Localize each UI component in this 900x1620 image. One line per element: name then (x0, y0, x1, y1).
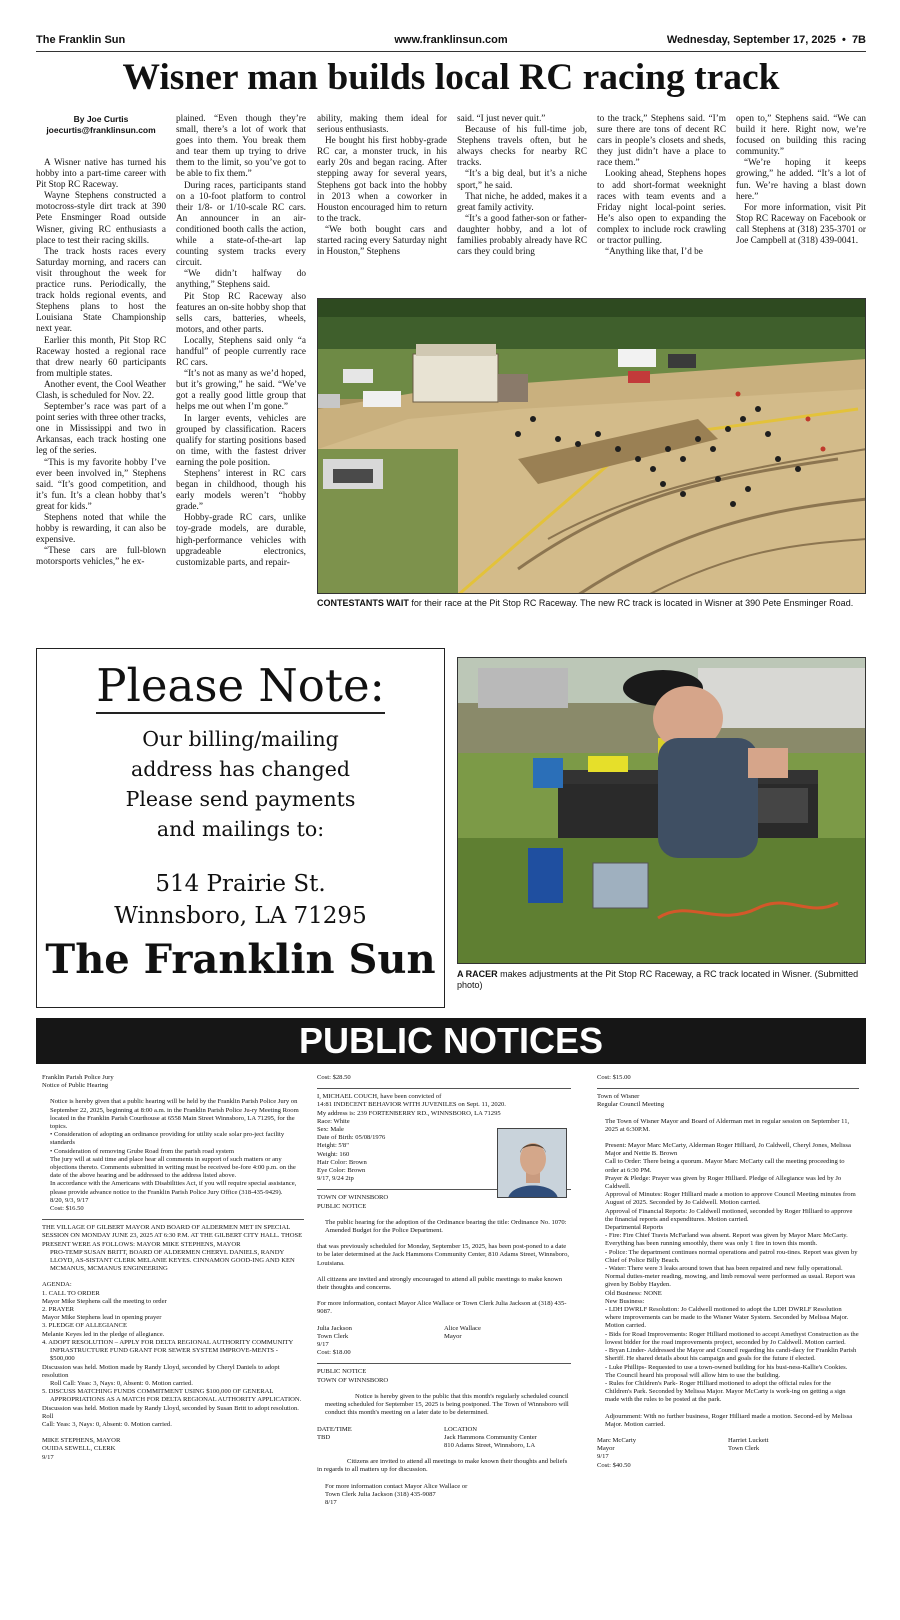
issue-date: Wednesday, September 17, 2025 (666, 34, 836, 46)
headline: Wisner man builds local RC racing track (122, 57, 780, 98)
article-paragraph: “We’re hoping it keeps growing,” he added. “It’s a lot of fun. We’re having a blast down here.” (736, 158, 866, 202)
article-paragraph: A Wisner native has turned his hobby into a part-time career with Pit Stop RC Raceway. (36, 158, 166, 191)
wisner-heading-1: Town of Wisner (597, 1093, 640, 1101)
pj-bullet-1: • Consideration of adopting an ordinance providing for utility scale solar pro-ject facility standards (50, 1131, 285, 1147)
location-value-1: Jack Hammons Community Center (444, 1433, 537, 1441)
caption1-text: for their race at the Pit Stop RC Raceway. The new RC track is located in Wisner at 390 Pete Ensminger Road. (408, 598, 854, 608)
article-paragraph: Another event, the Cool Weather Clash, is scheduled for Nov. 22. (36, 379, 166, 401)
couch-sex: Sex: Male (317, 1126, 344, 1134)
sig-mayor-name: Alice Wallace (444, 1324, 481, 1332)
postpone-para-3: For more information contact Mayor Alice Wallace or (325, 1482, 468, 1490)
pj-cost: Cost: $16.50 (50, 1205, 84, 1213)
gilbert-signature-1: MIKE STEPHENS, MAYOR (42, 1437, 121, 1445)
article-paragraph: During races, participants stand on a 10-foot platform to control their 1/8- or 1/10-scale RC cars. An announcer in an air-conditioned booth calls the action, while a state-of-the-art lap counting system tracks every circuit. (176, 180, 306, 269)
couch-weight: Weight: 160 (317, 1150, 350, 1158)
wisner-park-rules: - Rules for Children's Park- Roger Hilliard motioned to adopt the official rules for the Children's Park. Seconded by Melissa Major. Mayor McCarty is work-ing on getting a sign made with the rules to be posted at the park. (605, 1379, 846, 1404)
pj-paragraph-3: In accordance with the Americans with Disabilities Act, if you will require special assistance, please provide advance notice to the Franklin Parish Police Jury Office (318-435-9429). (50, 1180, 297, 1196)
header-rule (36, 51, 866, 52)
article-paragraph: Stephens’ interest in RC cars began in childhood, though his early models weren’t “hobby grade.” (176, 469, 306, 513)
gilbert-signature-2: OUIDA SEWELL, CLERK (42, 1445, 116, 1453)
article-column-6 (736, 114, 866, 247)
agenda-5: 5. DISCUSS MATCHING FUNDS COMMITMENT USING $100,000 OF GENERAL (42, 1388, 274, 1396)
agenda-5-detail-2: Discussion was held. Motion made by Randy Lloyd, seconded by Susan Britt to adopt resolution. Roll (42, 1404, 299, 1420)
agenda-3: 3. PLEDGE OF ALLEGIANCE (42, 1322, 127, 1330)
wisner-phillips: - Luke Phillips- Requested to use a town-owned building for his busi-ness-Kallie's Cookies. The Council heard his proposal will allow him to use the building. (605, 1363, 848, 1379)
wisner-sig-names (597, 1437, 859, 1445)
article-paragraph: “These cars are full-blown motorsports vehicles,” he ex- (36, 546, 166, 568)
photo1-caption (317, 598, 866, 609)
wisner-mayor-title: Mayor (597, 1445, 615, 1453)
article-column-4 (457, 114, 587, 258)
notices-column-1 (42, 1074, 304, 1462)
mugshot-illustration (498, 1129, 567, 1198)
wisner-clerk-name: Harriet Luckett (728, 1436, 769, 1444)
article-paragraph: “We didn’t halfway do anything,” Stephens said. (176, 269, 306, 291)
date-time-label: DATE/TIME (317, 1425, 352, 1433)
ad-title (37, 659, 444, 712)
winnsboro-date: 9/17 (317, 1341, 329, 1349)
article-paragraph: “It’s a big deal, but it’s a niche sport,” he said. (457, 169, 587, 191)
byline-email[interactable]: joecurtis@franklinsun.com (46, 125, 156, 135)
pj-heading-1: Franklin Parish Police Jury (42, 1074, 114, 1081)
location-value-2: 810 Adams Street, Winnsboro, LA (444, 1441, 536, 1449)
separator-dot: • (841, 34, 846, 46)
postpone-table-row-2 (317, 1442, 571, 1450)
wisner-heading-2: Regular Council Meeting (597, 1101, 665, 1109)
ad-address-street: 514 Prairie St. (155, 871, 326, 897)
wisner-present: Present: Mayor Marc McCarty, Alderman Roger Hilliard, Jo Caldwell, Cheryl Jones, Melissa Major and Nettie B. Brown (605, 1142, 851, 1158)
agenda-4-detail-1: INFRASTRUCTURE FUND GRANT FOR SEWER SYSTEM IMPROVE-MENTS - $500,000 (50, 1347, 278, 1363)
winnsboro-heading-1: TOWN OF WINNSBORO (317, 1194, 389, 1202)
agenda-1: 1. CALL TO ORDER (42, 1289, 100, 1297)
article-column-1 (36, 114, 166, 568)
racer-illustration (458, 658, 866, 964)
wisner-police: - Police: The department continues normal operations and patrol rou-tines. Report was given by Chief of Police Billy Beach. (605, 1248, 858, 1264)
col2-cost-top: Cost: $28.50 (317, 1074, 351, 1081)
wisner-cost: Cost: $40.50 (597, 1461, 631, 1469)
sig-clerk-name: Julia Jackson (317, 1324, 352, 1332)
ad-address-city: Winnsboro, LA 71295 (114, 903, 367, 929)
wisner-para-1: The Town of Wisner Mayor and Board of Alderman met in regular session on September 11, 2025 at 6:30P.M. (605, 1117, 850, 1133)
article-paragraph: “This is my favorite hobby I’ve ever been involved in,” Stephens said. “It’s good competition, and it’s fun. It’s a clean hobby that’s great for kids.” (36, 457, 166, 512)
pj-bullet-2: • Consideration of removing Grube Road from the parish road system (50, 1147, 234, 1155)
gilbert-date: 9/17 (42, 1453, 54, 1461)
winnsboro-para-2: that was previously scheduled for Monday, September 15, 2025, has been post-poned to a date to be later determined at the Jack Hammons Community Center, 810 Adams Street, Winnsboro, Louisiana. (317, 1243, 570, 1267)
article-column-2 (176, 114, 306, 569)
winnsboro-sig-names (317, 1325, 571, 1333)
website-url[interactable]: www.franklinsun.com (394, 34, 508, 46)
sig-mayor-title: Mayor (444, 1332, 462, 1340)
agenda-4-detail-2: Discussion was held. Motion made by Randy Lloyd, seconded by Cheryl Daniels to adopt resolution (42, 1363, 280, 1379)
caption1-lead: CONTESTANTS WAIT (317, 598, 409, 608)
tbd-value: TBD (317, 1433, 331, 1441)
wisner-mayor-name: Marc McCarty (597, 1436, 636, 1444)
gilbert-paragraph-2: PRO-TEMP SUSAN BRITT, BOARD OF ALDERMEN CHERYL DANIELS, RANDY LLOYD, AS-SISTANT CLERK MELANIE KEYES. CINNAMON GOOD-ING AND KEN MCMANUS, MCMANUS ENGINEERING (50, 1248, 295, 1273)
page-number: 7B (851, 34, 866, 46)
article-paragraph: Pit Stop RC Raceway also features an on-site hobby shop that sells cars, batteries, wheels, motors, and other parts. (176, 291, 306, 335)
notices-column-3 (597, 1074, 859, 1470)
couch-line-3: My address is: 239 FORTENBERRY RD., WINNSBORO, LA 71295 (317, 1109, 501, 1117)
agenda-2: 2. PRAYER (42, 1306, 75, 1314)
article-paragraph: The track hosts races every Saturday morning, and racers can visit throughout the week for practice runs. Periodically, the track holds regional events, and Stephens plans to host the Louisiana State Championship next year. (36, 246, 166, 335)
wisner-linder: - Bryan Linder- Addressed the Mayor and Council regarding his candi-dacy for Franklin Parish Sheriff. He shared details about his campaign and goals for the future if elected. (605, 1347, 857, 1363)
article-column-5 (597, 114, 726, 258)
wisner-adjournment: Adjournment: With no further business, Roger Hilliard made a motion. Second-ed by Melissa Major. Motion carried. (605, 1412, 853, 1428)
byline (36, 114, 166, 136)
article-paragraph: ability, making them ideal for serious enthusiasts. (317, 114, 447, 136)
rc-track-aerial-photo (317, 298, 866, 594)
article-column-3 (317, 114, 447, 258)
winnsboro-para-1: The public hearing for the adoption of the Ordinance bearing the title: Ordinance No. 1070: Amended Budget for the Police Department. (325, 1218, 567, 1235)
winnsboro-cost: Cost: $18.00 (317, 1349, 351, 1357)
article-paragraph: Locally, Stephens said only “a handful” of people currently race RC cars. (176, 335, 306, 369)
article-paragraph: Wayne Stephens constructed a motocross-style dirt track at 390 Pete Ensminger Road outside Wisner, giving RC enthusiasts a place to test their racing skills. (36, 191, 166, 246)
date-page (667, 34, 866, 46)
agenda-5-detail-3: Call: Yeas: 3, Nays: 0, Absent: 0. Motion carried. (42, 1420, 172, 1428)
couch-height: Height: 5'8" (317, 1142, 349, 1150)
postpone-para-4: Town Clerk Julia Jackson (318) 435-9087 (325, 1490, 436, 1498)
agenda-4: 4. ADOPT RESOLUTION – APPLY FOR DELTA REGIONAL AUTHORITY COMMUNITY (42, 1338, 294, 1346)
article-paragraph: That niche, he added, makes it a great family activity. (457, 191, 587, 213)
couch-line-1: I, MICHAEL COUCH, have been convicted of (317, 1093, 442, 1101)
article-paragraph: Earlier this month, Pit Stop RC Raceway hosted a regional race that drew nearly 60 participants from multiple states. (36, 335, 166, 379)
article-paragraph: plained. “Even though they’re small, there’s a lot of work that goes into them. You break them and tear them up trying to drive them to the limit, so you’ve got to be able to fix them.” (176, 114, 306, 180)
couch-dob: Date of Birth: 05/08/1976 (317, 1134, 386, 1142)
wisner-financial: Approval of Financial Reports: Jo Caldwell motioned, seconded by Roger Hilliard to approve the financial reports and expenditures. Motion carried. (605, 1207, 853, 1223)
postpone-table-row (317, 1434, 571, 1442)
gilbert-paragraph-1: THE VILLAGE OF GILBERT MAYOR AND BOARD OF ALDERMEN MET IN SPECIAL SESSION ON MONDAY JUNE 23, 2025 AT 6:30 P.M. AT THE GILBERT CITY HALL. THOSE PRESENT WERE AS FOLLOWS: MAYOR MIKE STEPHENS, MAYOR (42, 1224, 303, 1248)
wisner-dept-reports: Departmental Reports (605, 1224, 664, 1232)
couch-dates: 9/17, 9/24 2tp (317, 1175, 354, 1183)
paper-name: The Franklin Sun (36, 34, 126, 46)
sig-clerk-title: Town Clerk (317, 1332, 349, 1340)
pj-paragraph-1: Notice is hereby given that a public hearing will be held by the Franklin Parish Police Jury on September 22, 2025, beginning at 8:00 a.m. in the Franklin Parish Police Ju-ry Meeting Room located in the Franklin Parish Courthouse at 6558 Main Street Winnsboro, LA 71295, for the topics. (50, 1098, 299, 1131)
postpone-table-head (317, 1426, 571, 1434)
agenda-2-detail: Mayor Mike Stephens lead in opening prayer (42, 1314, 162, 1322)
agenda-4-detail-3: Roll Call: Yeas: 3, Nays: 0, Absent: 0. Motion carried. (50, 1379, 193, 1387)
article-paragraph: said. “I just never quit.” (457, 114, 546, 124)
postpone-heading-2: TOWN OF WINNSBORO (317, 1376, 389, 1384)
couch-race: Race: White (317, 1117, 350, 1125)
wisner-bids: - Bids for Road Improvements: Roger Hilliard motioned to accept Amethyst Construction as the lowest bidder for the road improvements project, seconded by Jo Caldwell. Motion carried. (605, 1330, 859, 1346)
col3-cost-top: Cost: $15.00 (597, 1074, 631, 1081)
wisner-call-to-order: Call to Order: There being a quorum. Mayor Marc McCarty call the meeting proceeding to order at 6:30 PM. (605, 1158, 845, 1174)
wisner-old-business: Old Business: NONE (605, 1289, 662, 1297)
winnsboro-heading-2: PUBLIC NOTICE (317, 1202, 367, 1210)
agenda-1-detail: Mayor Mike Stephens call the meeting to order (42, 1297, 167, 1305)
wisner-minutes: Approval of Minutes: Roger Hilliard made a motion to approve Council Meeting minutes from August of 2025. Seconded by Jo Caldwell. Motion carried. (605, 1191, 856, 1207)
public-notices-banner: PUBLIC NOTICES (36, 1018, 866, 1064)
caption2-text: makes adjustments at the Pit Stop RC Raceway, a RC track located in Wisner. (Submitted photo) (457, 969, 859, 990)
wisner-clerk-title: Town Clerk (728, 1445, 760, 1453)
ad-line-3: Please send payments (125, 787, 356, 811)
article-paragraph: to the track,” Stephens said. “I’m sure there are tons of decent RC cars in people’s closets and sheds, they just didn’t have a place to race them.” (597, 114, 726, 169)
address-change-ad (36, 648, 445, 1008)
article-paragraph: Stephens noted that while the hobby is rewarding, it can also be expensive. (36, 513, 166, 546)
postpone-para: Notice is hereby given to the public that this month's regularly scheduled council meeting scheduled for September 15, 2025 is being postponed. The Town of Winnsboro will conduct this month's meeting on a later date to be determined. (325, 1392, 569, 1417)
racer-photo (457, 657, 866, 964)
ad-line-4: and mailings to: (156, 817, 325, 841)
article-paragraph: He bought his first hobby-grade RC car, a monster truck, in his early 20s and began racing. After stepping away for several years, Stephens got back into the hobby in 2013 when a coworker in Houston encouraged him to return to the track. (317, 136, 447, 224)
wisner-fire: - Fire: Fire Chief Travis McFarland was absent. Report was given by Mayor Marc McCarty. Everything has been running smoothly, there was only 1 fire in town this month. (605, 1232, 848, 1248)
winnsboro-para-3: All citizens are invited and strongly encouraged to attend all public meetings to make known their thoughts and concerns. (317, 1275, 562, 1292)
mugshot-photo (497, 1128, 567, 1198)
article-paragraph: In larger events, vehicles are grouped by classification. Racers qualify for starting positions based on time, with the fastest driver earning the pole position. (176, 413, 306, 468)
franklin-sun-logo: The Franklin Sun (45, 936, 436, 983)
wisner-water: - Water: There were 3 leaks around town that has been repaired and new fully operational. Normal duties-meter reading, mowing, and limb removal were performed as usual. Report was given by Bobby Hayden. (605, 1265, 856, 1289)
agenda-5-detail-1: APPROPRIATIONS AS A MATCH FOR DELTA REGIONAL AUTHORITY APPLICATION. (50, 1396, 302, 1404)
article-paragraph: “We both bought cars and started racing every Saturday night in Houston,” Stephens (317, 224, 447, 258)
ad-title-text: Please Note: (96, 659, 385, 712)
rc-track-aerial-illustration (318, 299, 866, 594)
ad-line-2: address has changed (131, 757, 350, 781)
winnsboro-sig-titles (317, 1333, 571, 1341)
caption2-lead: A RACER (457, 969, 498, 979)
wisner-date: 9/17 (597, 1453, 609, 1461)
winnsboro-para-4: For more information, contact Mayor Alice Wallace or Town Clerk Julia Jackson at (318) 435-9087. (317, 1300, 567, 1316)
article-paragraph: “Anything like that, I’d be (605, 247, 703, 258)
article-paragraph: Hobby-grade RC cars, unlike toy-grade models, are durable, high-performance vehicles with upgradeable electronics, customizable parts, and repair- (176, 513, 306, 568)
pj-dates: 8/20, 9/3, 9/17 (50, 1196, 89, 1204)
couch-line-2: 14:81 INDECENT BEHAVIOR WITH JUVENILES on Sept. 11, 2020. (317, 1101, 506, 1109)
photo2-caption (457, 969, 866, 991)
wisner-prayer: Prayer & Pledge: Prayer was given by Roger Hilliard. Pledge of Allegiance was led by Jo Caldwell. (605, 1174, 842, 1191)
wisner-new-business: New Business: (605, 1297, 645, 1305)
wisner-ldh: - LDH DWRLF Resolution: Jo Caldwell motioned to adopt the LDH DWRLF Resolution where improvements can be made to the Wisner Water System. Seconded by Melissa Major. Motion carried. (605, 1306, 849, 1330)
article-paragraph: “It’s a good father-son or father-daughter hobby, and a lot of families probably already have RC cars they could bring (457, 213, 587, 258)
postpone-para-2: Citizens are invited to attend all meetings to make known their thoughts and beliefs in regards to all matters up for discussion. (317, 1458, 568, 1474)
postpone-date: 8/17 (325, 1498, 337, 1506)
article-paragraph: September’s race was part of a point series with three other tracks, one in Mississippi and two in Arkansas, each track hosting one leg of the series. (36, 402, 166, 457)
page-header (36, 34, 866, 48)
couch-hair: Hair Color: Brown (317, 1158, 367, 1166)
ad-line-1: Our billing/mailing (142, 727, 339, 751)
agenda-heading: AGENDA: (42, 1281, 72, 1289)
article-paragraph: “It’s not as many as we’d hoped, but it’s growing,” he said. “We’ve got a really good little group that helps me out when I’m gone.” (176, 369, 306, 413)
wisner-sig-titles (597, 1445, 859, 1453)
article-paragraph: open to,” Stephens said. “We can build it here. Right now, we’re focused on building this racing community.” (736, 114, 866, 158)
article-paragraph: Because of his full-time job, Stephens travels often, but he always checks for nearby RC tracks. (457, 125, 587, 169)
pj-paragraph-2: The jury will at said time and place hear all comments in support of such matters or any objections thereto. Comments submitted in writing must be received be-fore 4:00 p.m. on the date of the above hearing and be addressed to the address listed above. (50, 1155, 296, 1180)
couch-eye: Eye Color: Brown (317, 1167, 366, 1175)
pj-heading-2: Notice of Public Hearing (42, 1082, 109, 1090)
article-paragraph: For more information, visit Pit Stop RC Raceway on Facebook or call Stephens at (318) 235-3701 or Joe Campbell at (318) 439-0041. (736, 202, 866, 247)
article-paragraph: Looking ahead, Stephens hopes to add short-format weeknight races with team events and a Friday night local-point series. He’s also open to expanding the complex to include rock crawling or tractor pulling. (597, 169, 726, 247)
byline-name: By Joe Curtis (73, 114, 129, 124)
location-label: LOCATION (444, 1425, 477, 1433)
postpone-heading-1: PUBLIC NOTICE (317, 1368, 367, 1376)
agenda-3-detail: Melanie Keyes led in the pledge of allegiance. (42, 1330, 165, 1338)
